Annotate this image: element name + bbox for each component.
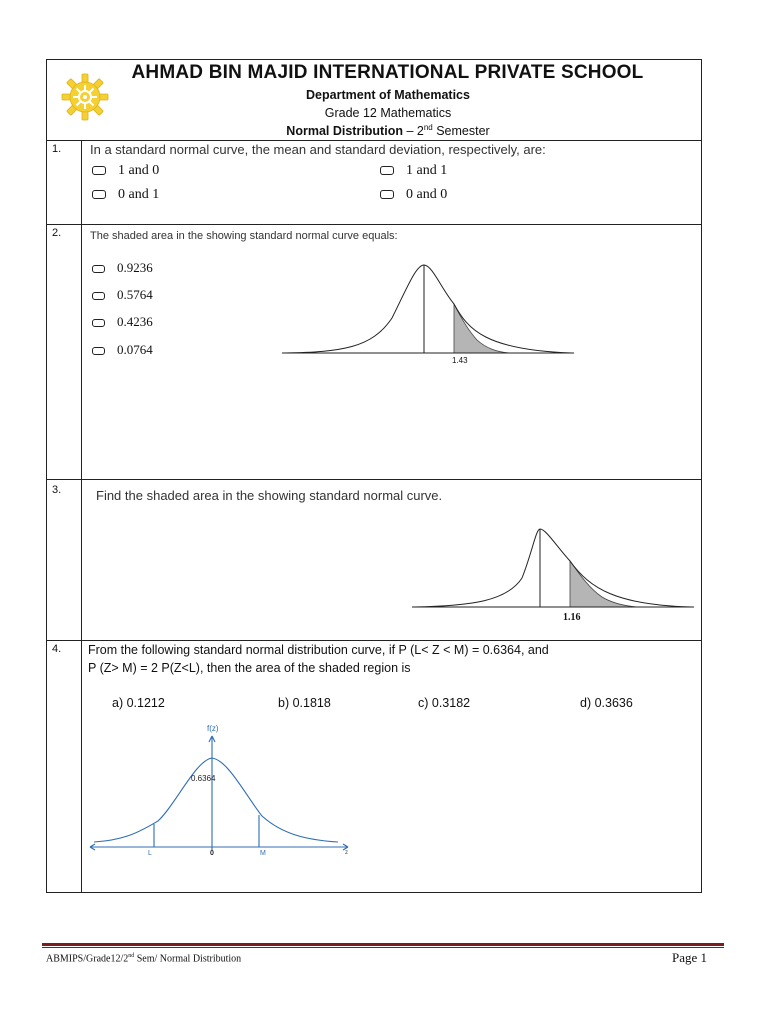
question-text: The shaded area in the showing standard normal curve equals: — [90, 230, 398, 242]
checkbox[interactable] — [380, 166, 394, 175]
footer-suffix: Sem/ Normal Distribution — [134, 953, 242, 965]
normal-curve-q2 — [282, 258, 574, 370]
zero-label: 0 — [210, 850, 214, 857]
school-name: AHMAD BIN MAJID INTERNATIONAL PRIVATE SCHOOL — [131, 62, 644, 83]
footer-sup: nd — [128, 953, 135, 959]
answer-choice[interactable]: b) 0.1818 — [278, 696, 331, 710]
topic-name: Normal Distribution — [286, 124, 403, 139]
footer-rule-thin — [42, 947, 724, 948]
question-text: From the following standard normal distribution curve, if P (L< Z < M) = 0.6364, and — [88, 643, 549, 657]
topic-title — [200, 123, 576, 138]
footer-reference — [46, 953, 241, 964]
checkbox[interactable] — [92, 265, 105, 273]
option-row[interactable] — [92, 287, 153, 303]
question-number: 1. — [52, 143, 62, 155]
checkbox[interactable] — [92, 166, 106, 175]
checkbox[interactable] — [380, 190, 394, 199]
f-of-z-label: f(z) — [207, 724, 219, 733]
checkbox[interactable] — [92, 292, 105, 300]
number-column-divider — [81, 140, 82, 893]
option-label: 0.5764 — [117, 287, 153, 302]
checkbox[interactable] — [92, 190, 106, 199]
z-axis-label: z — [345, 850, 348, 856]
checkbox[interactable] — [92, 347, 105, 355]
option-row[interactable] — [92, 342, 153, 358]
question-number: 3. — [52, 484, 62, 496]
option-label: 1 and 1 — [406, 163, 448, 178]
question-text: In a standard normal curve, the mean and standard deviation, respectively, are: — [90, 142, 546, 157]
footer-prefix: ABMIPS/Grade12/2 — [46, 953, 129, 965]
option-row[interactable] — [380, 163, 447, 179]
l-label: L — [148, 850, 152, 857]
gear-sun-logo-icon — [60, 72, 110, 122]
z-label: 1.43 — [452, 356, 468, 365]
row-divider — [46, 224, 702, 225]
option-row[interactable] — [92, 260, 153, 276]
center-value-label: 0.6364 — [191, 774, 216, 783]
option-label: 0.4236 — [117, 314, 153, 329]
distribution-graph-q4 — [86, 726, 356, 862]
answer-choice[interactable]: a) 0.1212 — [112, 696, 165, 710]
answer-choice[interactable]: c) 0.3182 — [418, 696, 471, 710]
checkbox[interactable] — [92, 319, 105, 327]
option-label: 0 and 0 — [406, 187, 448, 202]
department-title: Department of Mathematics — [306, 88, 470, 102]
option-row[interactable] — [92, 163, 159, 179]
semester-sup: nd — [423, 123, 433, 132]
option-row[interactable] — [92, 187, 159, 203]
semester-prefix: – 2 — [402, 124, 424, 139]
footer-rule — [42, 943, 724, 946]
answer-choice[interactable]: d) 0.3636 — [580, 696, 633, 710]
question-text: P (Z> M) = 2 P(Z<L), then the area of the shaded region is — [88, 661, 411, 675]
semester-suffix: Semester — [432, 124, 490, 139]
normal-curve-q3 — [412, 523, 694, 613]
question-text: Find the shaded area in the showing standard normal curve. — [96, 488, 443, 503]
option-label: 0.9236 — [117, 260, 153, 275]
page-number: Page 1 — [672, 950, 708, 965]
question-number: 2. — [52, 227, 62, 239]
option-label: 0.0764 — [117, 342, 153, 357]
option-row[interactable] — [92, 314, 153, 330]
grade-title: Grade 12 Mathematics — [324, 106, 452, 120]
row-divider — [46, 479, 702, 480]
question-number: 4. — [52, 643, 62, 655]
z-label: 1.16 — [563, 612, 581, 623]
option-label: 0 and 1 — [118, 187, 160, 202]
m-label: M — [260, 850, 266, 857]
option-row[interactable] — [380, 187, 447, 203]
row-divider — [46, 140, 702, 141]
row-divider — [46, 640, 702, 641]
option-label: 1 and 0 — [118, 163, 160, 178]
